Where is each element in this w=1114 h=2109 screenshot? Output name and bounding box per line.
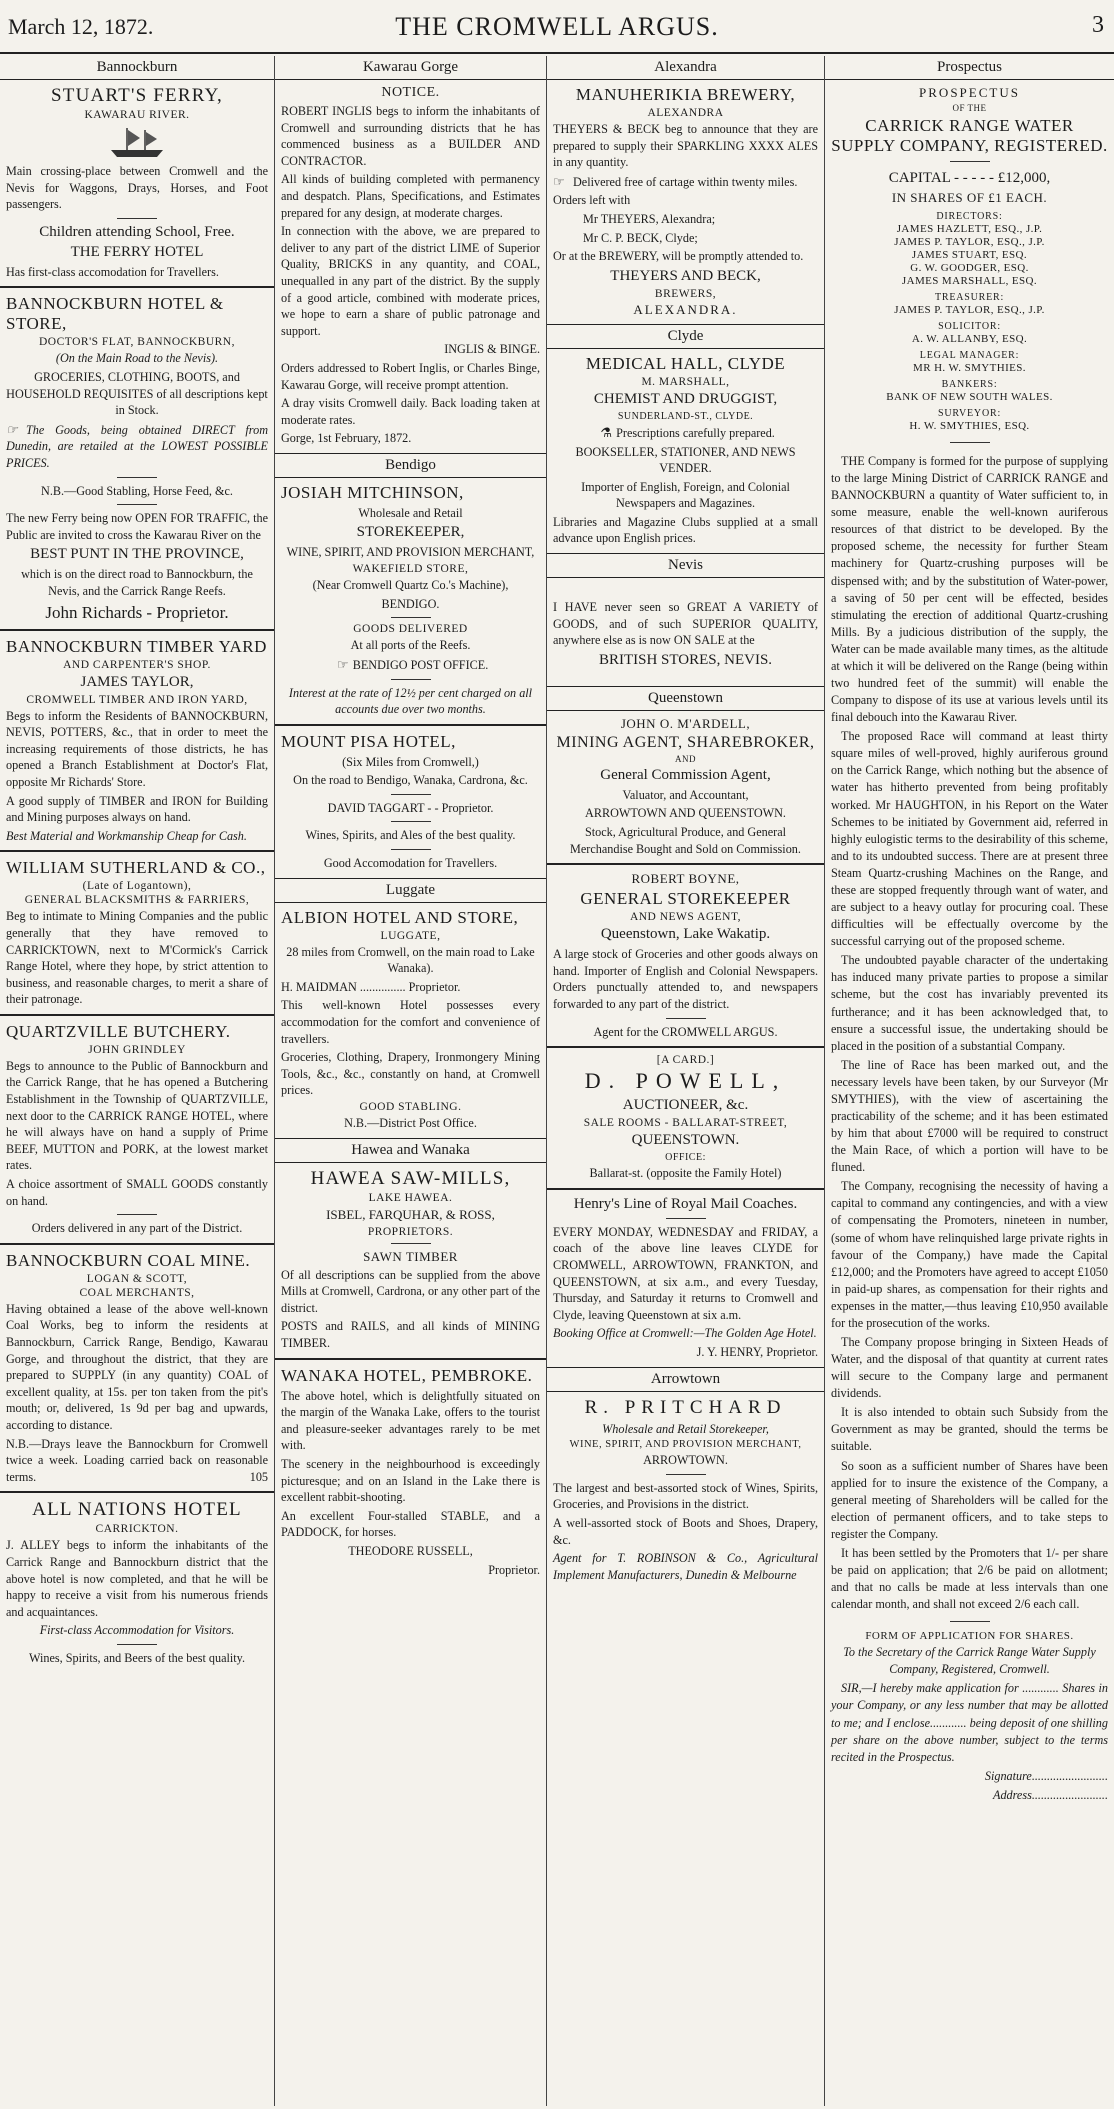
ad-text: Agent for T. ROBINSON & Co., Agricultural Implement Manufacturers, Dunedin & Melbourne — [553, 1551, 818, 1582]
ad-text: EVERY MONDAY, WEDNESDAY and FRIDAY, a coach of the above line leaves CLYDE for CROMWELL, ARROWTOWN, FRANKTON, and QUEENSTOWN, at six a.m., and every Tuesday, Thursday, and Saturday it returns to Cromwell and Clyde, leaving Queenstown at six a.m. — [553, 1224, 818, 1322]
ad-all-nations-hotel — [6, 1499, 268, 1666]
section-header-kawarau-gorge: Kawarau Gorge — [275, 56, 546, 80]
ad-subtitle: SUNDERLAND-ST., CLYDE. — [617, 410, 754, 422]
ad-text: ARROWTOWN. — [643, 1453, 728, 1468]
surveyor: H. W. SMYTHIES, ESQ. — [909, 420, 1030, 432]
ad-text: Valuator, and Accountant, — [622, 787, 749, 802]
ad-number: 105 — [249, 1469, 268, 1484]
ad-text: Wholesale and Retail Storekeeper, — [602, 1421, 769, 1436]
section-header-prospectus: Prospectus — [825, 56, 1114, 80]
divider — [117, 1644, 157, 1645]
shares: IN SHARES OF £1 EACH. — [891, 190, 1048, 205]
ad-text: A choice assortment of SMALL GOODS constantly on hand. — [6, 1177, 268, 1208]
ad-manuherikia-brewery — [553, 85, 818, 318]
ad-henrys-coaches — [553, 1196, 818, 1361]
ad-text: Mr C. P. BECK, Clyde; — [583, 230, 698, 245]
ad-text: Groceries, Clothing, Drapery, Ironmongery Mining Tools, &c., &c., constantly on hand, at Cromwell prices. — [281, 1050, 540, 1098]
section-header-luggate: Luggate — [275, 878, 546, 903]
ad-title: MEDICAL HALL, CLYDE — [585, 353, 786, 373]
ad-hotel-name: THE FERRY HOTEL — [70, 243, 204, 260]
ad-text: In connection with the above, we are prepared to deliver to any part of the district LIME of Superior Quality, BRICKS in any quantity, and COAL, unequalled in any part of the district. By the supply of a good article, combined with moderate prices, we hope to earn a share of public patronage and support. — [281, 224, 540, 338]
column-rule — [547, 1188, 824, 1190]
ad-name: M. MARSHALL, — [641, 375, 730, 388]
ad-text: On the road to Bendigo, Wanaka, Cardrona, &c. — [293, 773, 528, 788]
section-header-clyde: Clyde — [547, 324, 824, 349]
ad-subtitle: GENERAL BLACKSMITHS & FARRIERS, — [24, 894, 250, 907]
section-header-bannockburn: Bannockburn — [0, 56, 274, 80]
ad-proprietor: DAVID TAGGART - - Proprietor. — [327, 800, 494, 815]
prospectus-paragraph: It is also intended to obtain such Subsidy from the Government as may be granted, should the terms be suitable. — [831, 1405, 1108, 1454]
divider — [666, 1218, 706, 1219]
divider — [391, 821, 431, 822]
ad-text: J. ALLEY begs to inform the inhabitants of the Carrick Range and Bannockburn district that the above hotel is now completed, and that he will be happy to receive a visit from his numerous friends and acquaintances. — [6, 1538, 268, 1619]
ad-name: JAMES TAYLOR, — [80, 673, 194, 690]
ad-text: The above hotel, which is delightfully situated on the margin of the Wanaka Lake, offers to the tourist and pleasure-seeker advantages rarely to be met with. — [281, 1388, 540, 1453]
ad-title: WILLIAM SUTHERLAND & CO., — [6, 858, 266, 878]
ad-place: QUEENSTOWN. — [631, 1132, 740, 1149]
ad-trade: AUCTIONEER, &c. — [622, 1097, 749, 1114]
ad-robert-boyne — [553, 871, 818, 1040]
ad-name: ROBERT BOYNE, — [631, 871, 740, 887]
ad-hawea-saw-mills — [281, 1168, 540, 1352]
ad-signature: INGLIS & BINGE. — [444, 342, 540, 357]
solicitor: A. W. ALLANBY, ESQ. — [911, 333, 1028, 345]
ad-heading: BRITISH STORES, NEVIS. — [598, 651, 773, 668]
ad-text: which is on the direct road to Bannockburn, the Nevis, and the Carrick Range Reefs. — [21, 567, 253, 598]
column-rule — [0, 1243, 274, 1245]
ad-name: THEODORE RUSSELL, — [348, 1543, 473, 1558]
ad-text: GROCERIES, CLOTHING, BOOTS, and HOUSEHOLD REQUISITES of all descriptions kept in Stock. — [6, 369, 268, 418]
ad-text: ☞ The Goods, being obtained DIRECT from Dunedin, are retailed at the LOWEST POSSIBLE PRICES. — [6, 421, 268, 471]
director: JAMES MARSHALL, ESQ. — [901, 275, 1038, 287]
bankers: BANK OF NEW SOUTH WALES. — [886, 391, 1053, 403]
form-text: SIR,—I hereby make application for ............ Shares in your Company, or any less number that may be allotted to me; and I enclose............ being deposit of one shilling per share on the above number, subject to the terms recited in the Prospectus. — [831, 1681, 1108, 1764]
ad-text: The largest and best-assorted stock of Wines, Spirits, Groceries, and Provisions in the district. — [553, 1480, 818, 1512]
ad-text: 28 miles from Cromwell, on the main road to Lake Wanaka). — [286, 944, 535, 976]
ad-stuarts-ferry — [6, 85, 268, 280]
ad-subtitle: CROMWELL TIMBER AND IRON YARD, — [26, 693, 248, 706]
divider — [950, 161, 990, 162]
divider — [950, 442, 990, 443]
ad-text: BOOKSELLER, STATIONER, AND NEWS VENDER. — [575, 444, 796, 476]
ad-mount-pisa-hotel — [281, 732, 540, 872]
ad-josiah-mitchinson — [281, 483, 540, 718]
director: JAMES STUART, ESQ. — [911, 249, 1028, 261]
column-rule — [547, 1046, 824, 1048]
divider — [391, 849, 431, 850]
ad-text: ☞ Delivered free of cartage within twenty miles. — [553, 173, 798, 189]
application-form — [831, 1644, 1108, 1804]
masthead — [0, 0, 1114, 54]
ad-text: All kinds of building completed with permanency and despatch. Plans, Specifications, and Estimates prepared for any design, at moderate charges. — [281, 172, 540, 220]
section-header-bendigo: Bendigo — [275, 453, 546, 478]
ad-text: Stock, Agricultural Produce, and General Merchandise Bought and Sold on Commission. — [570, 825, 801, 856]
ad-subtitle: WINE, SPIRIT, AND PROVISION MERCHANT, — [569, 1439, 802, 1451]
divider — [391, 794, 431, 795]
ad-text: The scenery in the neighbourhood is exceedingly picturesque; and on an Island in the Lake there is excellent rabbit-shooting. — [281, 1456, 540, 1505]
ad-name: THEYERS AND BECK, — [610, 267, 761, 284]
ad-text: BENDIGO. — [381, 596, 440, 611]
ad-proprietor: John Richards - Proprietor. — [45, 602, 229, 622]
director: JAMES HAZLETT, ESQ., J.P. — [896, 223, 1043, 235]
mortar-pestle-icon: ⚗ — [600, 424, 612, 440]
ad-text: ARROWTOWN AND QUEENSTOWN. — [585, 806, 786, 821]
ad-text: Wholesale and Retail — [358, 505, 463, 520]
ad-subtitle: OFFICE: — [665, 1152, 706, 1164]
ad-text: Best Material and Workmanship Cheap for Cash. — [6, 828, 247, 843]
ad-card-label: [A CARD.] — [656, 1054, 715, 1067]
column-rule — [275, 1358, 546, 1360]
ad-coal-mine — [6, 1251, 268, 1486]
ad-text: Orders addressed to Robert Inglis, or Charles Binge, Kawarau Gorge, will receive prompt attention. — [281, 360, 540, 392]
bankers-heading: BANKERS: — [941, 379, 998, 390]
form-title: FORM OF APPLICATION FOR SHARES. — [865, 1630, 1074, 1643]
column-rule — [0, 1491, 274, 1493]
ad-text: (Six Miles from Cromwell,) — [342, 754, 479, 769]
form-addressee: To the Secretary of the Carrick Range Water Supply Company, Registered, Cromwell. — [843, 1645, 1096, 1677]
ad-subtitle: GOODS DELIVERED — [353, 623, 468, 636]
ad-title: R. PRITCHARD — [584, 1396, 787, 1418]
column-rule — [547, 863, 824, 865]
ad-subtitle: CARRICKTON. — [95, 1523, 179, 1536]
ad-text: Beg to intimate to Mining Companies and the public generally that they have removed to CARRICKTOWN, next to M'Cormick's Carrick Range Hotel, where they hope, by strict attention to business, and reasonable charges, to merit a share of their patronage. — [6, 909, 268, 1007]
legal-manager: MR H. W. SMYTHIES. — [913, 362, 1026, 374]
ad-title: ALBION HOTEL AND STORE, — [281, 907, 519, 927]
ad-heading: SAWN TIMBER — [363, 1248, 458, 1264]
ad-text: Having obtained a lease of the above well-known Coal Works, beg to inform the residents at Bannockburn, Carrick Range, Bendigo, Kawarau Gorge, and throughout the district, that they are prepared to SUPPLY (in any quantity) COAL of excellent quality, at 15s. per ton taken from the pit's mouth; or, delivered, 1s 9d per bag and upwards, according to distance. — [6, 1301, 268, 1432]
ad-timber-yard — [6, 637, 268, 845]
ad-text: WINE, SPIRIT, AND PROVISION MERCHANT, — [286, 545, 535, 560]
ad-name: LOGAN & SCOTT, — [86, 1272, 188, 1285]
solicitor-heading: SOLICITOR: — [938, 321, 1001, 332]
ad-title: STUART'S FERRY, — [51, 85, 223, 106]
section-header-nevis: Nevis — [547, 553, 824, 578]
ad-subtitle: GOOD STABLING. — [359, 1101, 462, 1114]
ad-trade: STOREKEEPER, — [356, 524, 465, 541]
ad-notice-inglis — [281, 85, 540, 447]
ad-text: Agent for the CROMWELL ARGUS. — [593, 1024, 778, 1039]
director: JAMES P. TAYLOR, ESQ., J.P. — [894, 236, 1045, 248]
legal-manager-heading: LEGAL MANAGER: — [919, 350, 1020, 361]
ad-heading: Children attending School, Free. — [39, 223, 235, 240]
company-name: CARRICK RANGE WATER SUPPLY COMPANY, REGISTERED. — [831, 116, 1108, 155]
ad-proprietor: J. Y. HENRY, Proprietor. — [696, 1344, 818, 1359]
prospectus-paragraph: So soon as a sufficient number of Shares have been applied for to insure the existence of the Company, a general meeting of Shareholders will be called for the election of permanent officers, and to take steps to register the Company. — [831, 1458, 1108, 1541]
ad-text: An excellent Four-stalled STABLE, and a PADDOCK, for horses. — [281, 1508, 540, 1540]
ad-text: Begs to inform the Residents of BANNOCKBURN, NEVIS, POTTERS, &c., that in order to meet the increasing requirements of those districts, he has opened a Branch Establishment at Doctor's Flat, opposite Mr Richards' Store. — [6, 708, 268, 789]
surveyor-heading: SURVEYOR: — [937, 408, 1002, 419]
ad-text: A well-assorted stock of Boots and Shoes, Drapery, &c. — [553, 1515, 818, 1547]
ad-title: JOSIAH MITCHINSON, — [281, 482, 464, 502]
ad-text: Orders left with — [553, 193, 631, 208]
column-rule — [0, 1014, 274, 1016]
ad-quartzville-butchery — [6, 1022, 268, 1237]
ad-r-pritchard — [553, 1397, 818, 1584]
ad-subtitle: LAKE HAWEA. — [368, 1191, 453, 1204]
ad-name: ISBEL, FARQUHAR, & ROSS, — [326, 1206, 495, 1222]
ad-title: MOUNT PISA HOTEL, — [281, 731, 456, 751]
form-address: Address......................... — [993, 1787, 1108, 1802]
ad-text: Good Accomodation for Travellers. — [323, 856, 498, 871]
directors-heading: DIRECTORS: — [936, 211, 1003, 222]
ship-icon — [107, 124, 167, 160]
column-rule — [275, 724, 546, 726]
pointing-hand-icon: ☞ — [553, 173, 565, 189]
ad-text: Mr THEYERS, Alexandra; — [583, 212, 716, 227]
prospectus-paragraph: The Company propose bringing in Sixteen Heads of Water, and the disposal of that quantity at current rates will secure to the Company large and permanent dividends. — [831, 1334, 1108, 1401]
ad-subtitle: DOCTOR'S FLAT, BANNOCKBURN, — [39, 336, 235, 349]
treasurer: JAMES P. TAYLOR, ESQ., J.P. — [894, 304, 1045, 316]
ad-d-powell — [553, 1054, 818, 1182]
form-signature: Signature......................... — [984, 1768, 1108, 1783]
section-header-alexandra: Alexandra — [547, 56, 824, 80]
ad-title: HAWEA SAW-MILLS, — [310, 1167, 511, 1189]
ad-albion-hotel — [281, 908, 540, 1132]
ad-text: Gorge, 1st February, 1872. — [281, 431, 412, 446]
divider — [391, 1243, 431, 1244]
ad-text: N.B.—Good Stabling, Horse Feed, &c. — [41, 483, 233, 498]
ad-text: A large stock of Groceries and other goods always on hand. Importer of English and Colonial Newspapers. Orders punctually attended to, and newspapers forwarded to any part of the district. — [553, 947, 818, 1011]
ad-medical-hall — [553, 354, 818, 547]
prospectus-of: OF THE — [952, 103, 987, 113]
ad-text: Libraries and Magazine Clubs supplied at a small advance upon English prices. — [553, 514, 818, 546]
ad-name: JOHN GRINDLEY — [88, 1043, 186, 1056]
ad-text: A good supply of TIMBER and IRON for Building and Mining purposes always on hand. — [6, 793, 268, 825]
column-rule — [0, 629, 274, 631]
ad-william-sutherland — [6, 858, 268, 1008]
director: G. W. GOODGER, ESQ. — [910, 262, 1029, 274]
pointing-hand-icon: ☞ — [336, 656, 349, 672]
ad-bannockburn-hotel — [6, 294, 268, 622]
ad-trade: CHEMIST AND DRUGGIST, — [593, 390, 778, 407]
ad-title: BANNOCKBURN COAL MINE. — [6, 1250, 251, 1270]
prospectus-paragraph: The line of Race has been marked out, and the necessary levels have been taken, by our Surveyor (Mr SMYTHIES), with the view of ascertaining the practicability of the scheme; and it has been estimated by him that about £7000 will be required to construct the Main Race, of which a portion will have to be fluned. — [831, 1057, 1108, 1175]
section-header-hawea-wanaka: Hawea and Wanaka — [275, 1138, 546, 1163]
ad-text: (On the Main Road to the Nevis). — [55, 351, 219, 366]
ad-subtitle: SALE ROOMS - BALLARAT-STREET, — [583, 1117, 788, 1130]
column-alexandra — [547, 56, 825, 2106]
capital: CAPITAL - - - - - £12,000, — [888, 170, 1051, 186]
prospectus-body — [831, 453, 1108, 1613]
ad-text: ☞ BENDIGO POST OFFICE. — [281, 656, 540, 674]
ad-text: Main crossing-place between Cromwell and the Nevis for Waggons, Drays, Horses, and Foot passengers. — [6, 164, 268, 212]
ad-text: Wines, Spirits, and Ales of the best quality. — [305, 828, 516, 843]
ad-john-mardell — [553, 716, 818, 857]
ad-heading: BEST PUNT IN THE PROVINCE, — [30, 546, 244, 563]
ad-text: Or at the BREWERY, will be promptly attended to. — [553, 249, 804, 264]
divider — [117, 504, 157, 505]
prospectus-paragraph: The Company, recognising the necessity of having a capital to command any contingencies, and with a view of compensating the Promoters, nineteen in number, (some of whom have relinquished large private rights in favour of the Company,) have made the Capital £12,000; and the Promoters have agreed to accept £1050 in paid-up shares, as compensation for their rights and expenses in the matter,—thus leaving £10,950 available for the prosecution of the works. — [831, 1179, 1108, 1330]
ad-subtitle: AND — [675, 753, 696, 764]
ad-british-stores — [553, 583, 818, 680]
ad-text: Ballarat-st. (opposite the Family Hotel) — [589, 1166, 782, 1181]
ad-title: QUARTZVILLE BUTCHERY. — [6, 1021, 231, 1041]
ad-text: Booking Office at Cromwell:—The Golden Age Hotel. — [553, 1326, 817, 1341]
prospectus-label: PROSPECTUS — [919, 85, 1020, 100]
ad-title: Henry's Line of Royal Mail Coaches. — [573, 1195, 798, 1212]
ad-text: This well-known Hotel possesses every accommodation for the comfort and convenience of travellers. — [281, 998, 540, 1046]
divider — [950, 1621, 990, 1622]
ad-text: (Near Cromwell Quartz Co.'s Machine), — [312, 578, 509, 593]
ad-subtitle: COAL MERCHANTS, — [79, 1286, 195, 1299]
divider — [666, 1018, 706, 1019]
ad-trade: General Commission Agent, — [600, 766, 771, 783]
ad-proprietor: Proprietor. — [488, 1562, 540, 1577]
ad-text: Has first-class accomodation for Travellers. — [6, 264, 219, 279]
ad-title: D. POWELL, — [584, 1068, 787, 1094]
ad-place: Queenstown, Lake Wakatip. — [600, 926, 771, 943]
ad-proprietor: H. MAIDMAN ............... Proprietor. — [281, 979, 461, 994]
divider — [117, 477, 157, 478]
divider — [391, 679, 431, 680]
column-rule — [0, 850, 274, 852]
ad-text: Interest at the rate of 12½ per cent charged on all accounts due over two months. — [288, 685, 533, 717]
ad-subtitle: BREWERS, — [654, 287, 717, 300]
ad-title: BANNOCKBURN TIMBER YARD — [6, 636, 267, 656]
divider — [391, 617, 431, 618]
masthead-title: THE CROMWELL ARGUS. — [395, 12, 719, 41]
ad-text: Importer of English, Foreign, and Colonial Newspapers and Magazines. — [581, 479, 790, 511]
ad-subtitle: KAWARAU RIVER. — [84, 109, 190, 121]
ad-wanaka-hotel — [281, 1366, 540, 1579]
ad-subtitle: PROPRIETORS. — [367, 1225, 454, 1238]
ad-text: N.B.—Drays leave the Bannockburn for Cromwell twice a week. Loading carried back on reasonable terms. 105 — [6, 1436, 268, 1484]
section-header-arrowtown: Arrowtown — [547, 1367, 824, 1392]
prospectus-paragraph: THE Company is formed for the purpose of supplying to the large Mining District of CARRICK RANGE and BANNOCKBURN a quantity of Water sufficient to, in some measure, enable the well-known auriferous resources of that district to be developed. By the proposed scheme, the necessity for further Steam machinery for Quartz-crushing purposes will be dispensed with; and by the substitution of Water-power, a saving of 50 per cent will be effected, besides stimulating the erection of additional Quartz-crushing Mills. By a judicious distribution of the supply, the Water can be made available many times, as the altitude at which it will be delivered on the Range (being within two hundred feet of the summit) will enable the Company to dispose of its use at various levels until its final debouch into the Kawarau River. — [831, 454, 1108, 725]
page-number: 3 — [1092, 12, 1104, 38]
prospectus-paragraph: The proposed Race will command at least thirty square miles of well-proved, highly auriferous ground on the Carrick Range, which nothing but the absence of water has hitherto prevented from being profitably worked. Mr HAUGHTON, in his Report on the Water Schemes to be initiated by Government aid, referred in highly eulogistic terms to the desirability of this scheme, and to its undoubted success. There are at present three Steam Quartz-crushing Machines on the Range, and these are stopped frequently through want of water, and are subject to a heavy outlay for procuring coal. These difficulties will be effectually overcome by the successful carrying out of the proposed scheme. — [831, 729, 1108, 949]
ad-subtitle: AND NEWS AGENT, — [629, 911, 742, 924]
ad-title: BANNOCKBURN HOTEL & STORE, — [6, 294, 224, 334]
ad-text: The new Ferry being now OPEN FOR TRAFFIC, the Public are invited to cross the Kawarau River on the — [6, 511, 268, 542]
ad-subtitle: ALEXANDRA — [647, 107, 724, 119]
ad-subtitle: (Late of Logantown), — [82, 880, 192, 893]
ad-subtitle: AND CARPENTER'S SHOP. — [63, 658, 211, 671]
divider — [117, 1214, 157, 1215]
prospectus-paragraph: The undoubted payable character of the undertaking has induced many private parties to propose a similar scheme, but the cost has invariably prevented its furtherance; and it has been acknowledged that, to ensure a successful issue, the undertaking should be placed in the position of a substantial Company. — [831, 953, 1108, 1053]
ad-title: MANUHERIKIA BREWERY, — [575, 85, 796, 104]
treasurer-heading: TREASURER: — [934, 292, 1005, 303]
divider — [117, 218, 157, 219]
pointing-hand-icon: ☞ — [6, 421, 18, 437]
ad-text: ⚗ Prescriptions carefully prepared. — [553, 424, 818, 442]
column-prospectus — [825, 56, 1114, 2106]
ad-title: WANAKA HOTEL, PEMBROKE. — [281, 1365, 533, 1385]
ad-title: NOTICE. — [381, 85, 440, 100]
ad-text: A dray visits Cromwell daily. Back loading taken at moderate rates. — [281, 396, 540, 427]
ad-title: GENERAL STOREKEEPER — [580, 889, 791, 909]
ad-text: Begs to announce to the Public of Bannockburn and the Carrick Range, that he has opened a Butchering Establishment in the Township of QUARTZVILLE, next door to the CARRICK RANGE HOTEL, where he will always have on hand a supply of Prime BEEF, MUTTON and PORK, at the lowest market rates. — [6, 1058, 268, 1173]
column-bannockburn — [0, 56, 275, 2106]
ad-subtitle: WAKEFIELD STORE, — [352, 563, 469, 576]
ad-title: ALL NATIONS HOTEL — [32, 1499, 242, 1521]
ad-text: Of all descriptions can be supplied from the above Mills at Cromwell, Cardrona, or any other part of the district. — [281, 1267, 540, 1315]
ad-subtitle: ALEXANDRA. — [633, 301, 738, 317]
prospectus-paragraph: It has been settled by the Promoters that 1/- per share be paid on application; that 2/6 be paid on allotment; and that no calls be made at less intervals than one calendar month, and shall not exceed 2/6 each call. — [831, 1545, 1108, 1612]
ad-name: JOHN O. M'ARDELL, — [620, 715, 751, 731]
column-rule — [0, 286, 274, 288]
ad-title: MINING AGENT, SHAREBROKER, — [556, 733, 815, 751]
ad-text: N.B.—District Post Office. — [344, 1116, 477, 1131]
ad-text: First-class Accommodation for Visitors. — [39, 1623, 235, 1638]
ad-text: THEYERS & BECK beg to announce that they are prepared to supply their SPARKLING XXXX ALES in any quantity. — [553, 122, 818, 170]
section-header-queenstown: Queenstown — [547, 686, 824, 711]
ad-text: At all ports of the Reefs. — [350, 638, 471, 653]
ad-text: I HAVE never seen so GREAT A VARIETY of GOODS, and of such SUPERIOR QUALITY, anywhere else as is now ON SALE at the — [553, 600, 818, 648]
ad-text: Orders delivered in any part of the District. — [31, 1221, 243, 1236]
masthead-date: March 12, 1872. — [8, 14, 154, 39]
ad-subtitle: LUGGATE, — [380, 929, 441, 942]
ad-text: ROBERT INGLIS begs to inform the inhabitants of Cromwell and surrounding districts that he has commenced business as a BUILDER AND CONTRACTOR. — [281, 104, 540, 168]
divider — [666, 1474, 706, 1475]
ad-text: POSTS and RAILS, and all kinds of MINING TIMBER. — [281, 1319, 540, 1350]
ad-text: Wines, Spirits, and Beers of the best quality. — [28, 1650, 246, 1665]
column-kawarau-gorge — [275, 56, 547, 2106]
